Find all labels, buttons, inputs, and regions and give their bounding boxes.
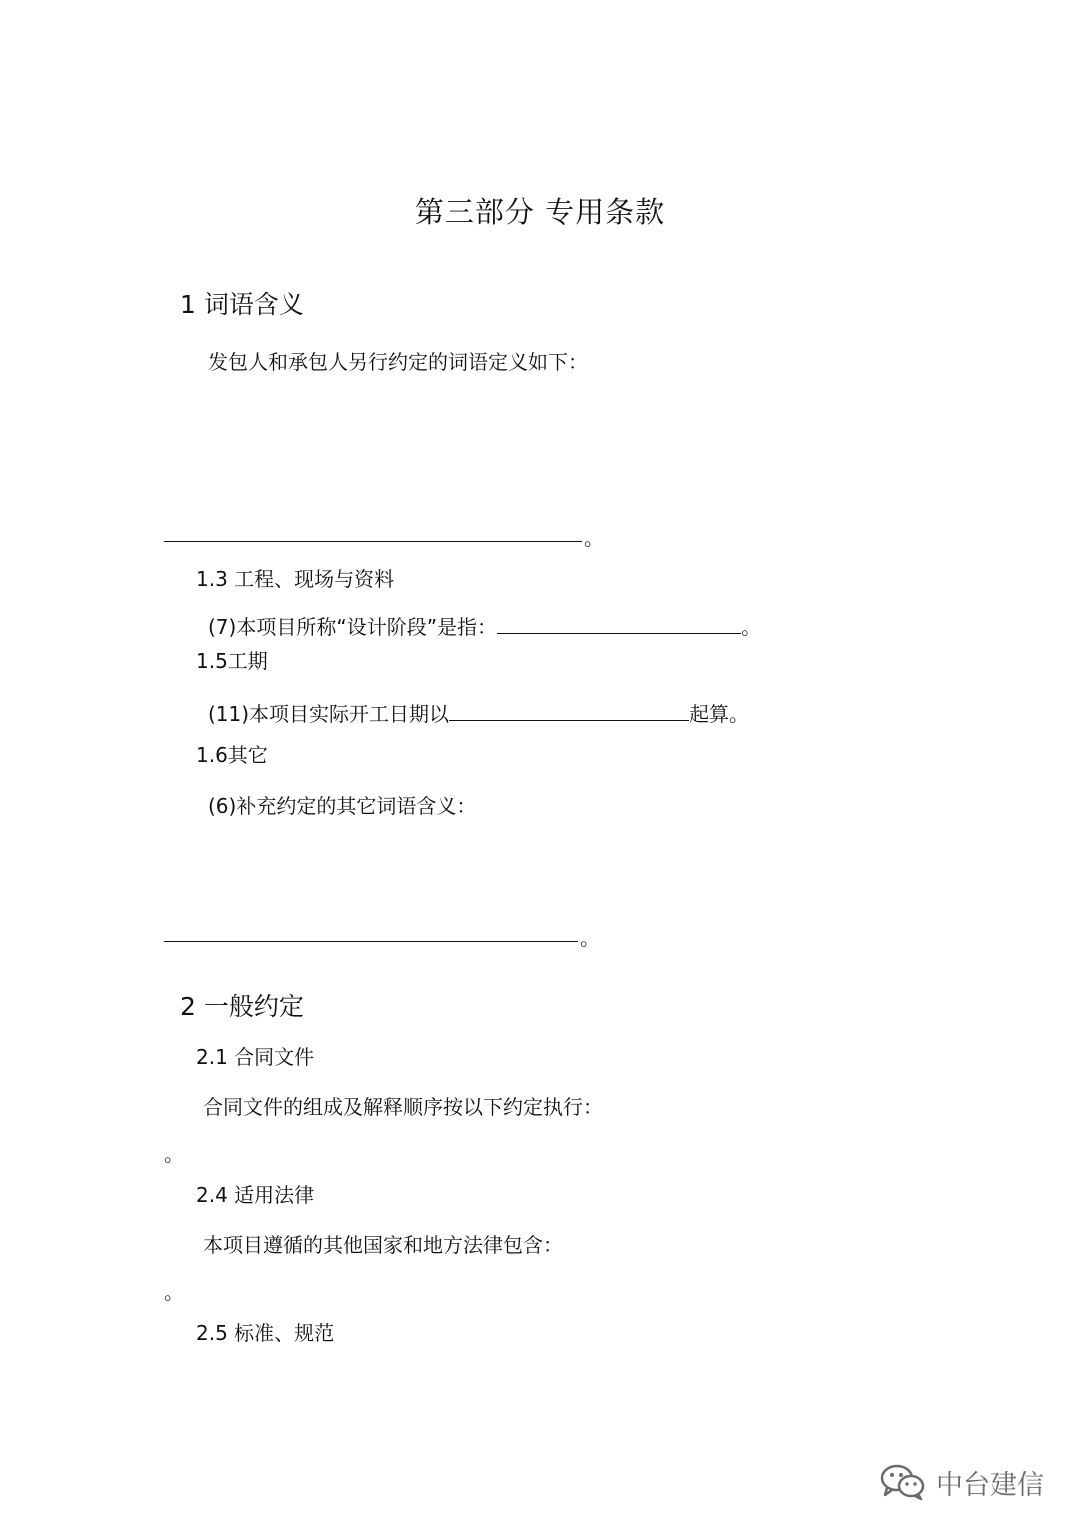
section-2-heading: 2 一般约定 bbox=[180, 992, 304, 1021]
item-11-text: (11)本项目实际开工日期以 bbox=[208, 702, 450, 726]
subsection-1-3-heading: 1.3 工程、现场与资料 bbox=[196, 567, 395, 591]
section-1-intro: 发包人和承包人另行约定的词语定义如下： bbox=[208, 350, 588, 374]
item-11 bbox=[208, 700, 749, 724]
subsection-2-1-heading: 2.1 合同文件 bbox=[196, 1045, 315, 1069]
paragraph-end: 。 bbox=[164, 1142, 184, 1166]
fill-in-end: 。 bbox=[584, 526, 604, 550]
item-6: (6)补充约定的其它词语含义： bbox=[208, 794, 477, 818]
item-7-end: 。 bbox=[741, 615, 762, 639]
subsection-2-4-text: 本项目遵循的其他国家和地方法律包含： bbox=[203, 1233, 563, 1257]
watermark bbox=[878, 1462, 1044, 1502]
watermark-text: 中台建信 bbox=[936, 1469, 1044, 1501]
subsection-1-5-heading: 1.5工期 bbox=[196, 649, 268, 673]
page-title: 第三部分 专用条款 bbox=[414, 195, 666, 229]
fill-in-line bbox=[164, 941, 578, 942]
paragraph-end: 。 bbox=[164, 1280, 184, 1304]
subsection-2-4-heading: 2.4 适用法律 bbox=[196, 1183, 315, 1207]
fill-in-blank bbox=[449, 700, 689, 721]
item-7-text: (7)本项目所称“设计阶段”是指： bbox=[208, 615, 498, 639]
wechat-icon bbox=[878, 1462, 928, 1502]
subsection-2-5-heading: 2.5 标准、规范 bbox=[196, 1321, 335, 1345]
fill-in-end: 。 bbox=[580, 926, 600, 950]
item-11-end: 起算。 bbox=[689, 702, 750, 726]
fill-in-blank bbox=[497, 613, 741, 634]
item-7 bbox=[208, 613, 761, 637]
subsection-2-1-text: 合同文件的组成及解释顺序按以下约定执行： bbox=[203, 1095, 603, 1119]
subsection-1-6-heading: 1.6其它 bbox=[196, 743, 268, 767]
section-1-heading: 1 词语含义 bbox=[180, 290, 304, 319]
fill-in-line bbox=[164, 541, 582, 542]
